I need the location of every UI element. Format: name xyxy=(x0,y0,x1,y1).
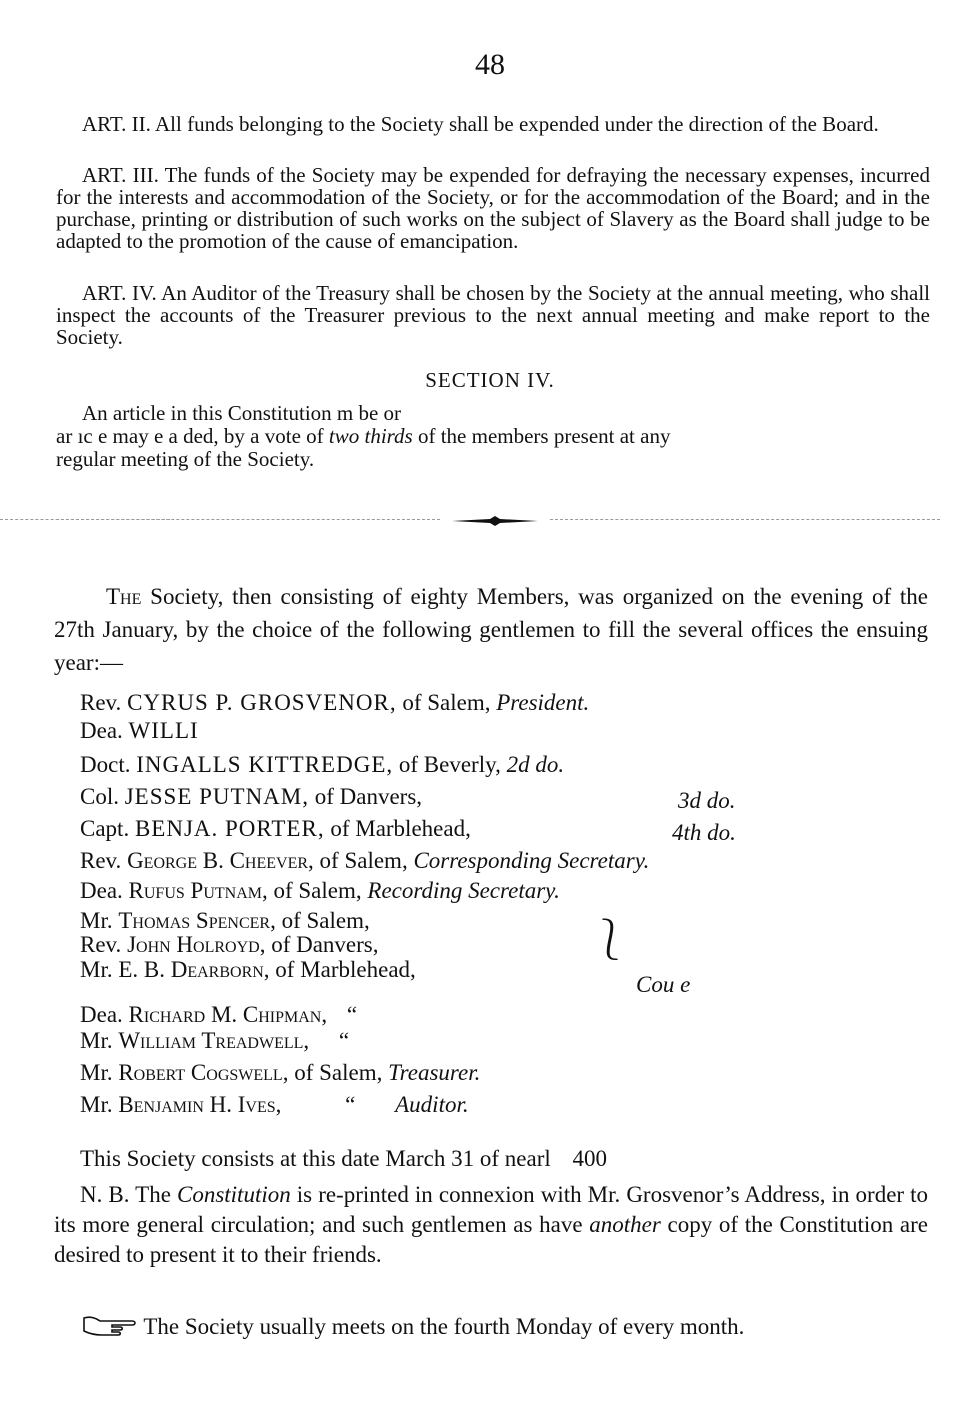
section-line-2: ar ıc e may e a ded, by a vote of two thirds of the members present at any xyxy=(56,424,671,448)
article-text: The funds of the Society may be expended for defraying the necessary expenses, incurred for the interests and accommodation of the Society, or for the accommodation of the Board; and in the purchase, printing or distribution of such works on the subject of Slavery as the Board shall judge to be adapted to the promotion of the cause of emancipation. xyxy=(56,163,930,253)
article-3 xyxy=(56,164,930,252)
officer-vp-4: Capt. BENJA. PORTER, of Marblehead, xyxy=(80,816,471,841)
officer-vp-3-office: 3d do. xyxy=(678,788,736,813)
section-4-text xyxy=(56,402,930,471)
section-line-3: regular meeting of the Society. xyxy=(56,447,315,471)
officer-vp-3: Col. JESSE PUTNAM, of Danvers, xyxy=(80,784,423,809)
council-member-3: Mr. E. B. Dearborn, of Marblehead, xyxy=(80,957,416,982)
membership-line: This Society consists at this date March 31 of nearl 400 xyxy=(80,1146,608,1171)
article-2 xyxy=(56,113,930,135)
article-label: ART. III. xyxy=(82,163,159,187)
council-label: Cou e xyxy=(636,972,691,997)
officer-treasurer: Mr. Robert Cogswell, of Salem, Treasurer. xyxy=(80,1060,481,1085)
organization-text: Society, then consisting of eighty Members, was organized on the evening of the 27th January, by the choice of the following gentlemen to fill the several offices the ensuing year:— xyxy=(54,584,928,675)
officer-auditor: Mr. Benjamin H. Ives, “ Auditor. xyxy=(80,1092,469,1117)
article-4 xyxy=(56,282,930,348)
section-line-1: An article in this Constitution m be or xyxy=(82,401,402,425)
officer-recording-secretary: Dea. Rufus Putnam, of Salem, Recording Secretary. xyxy=(80,878,560,903)
organization-paragraph xyxy=(54,580,928,679)
officer-president: Rev. CYRUS P. GROSVENOR, of Salem, President. xyxy=(80,690,590,715)
page-number: 48 xyxy=(475,48,505,81)
divider-mid-left xyxy=(56,519,440,520)
article-text: An Auditor of the Treasury shall be chosen by the Society at the annual meeting, who shall inspect the accounts of the Treasurer previous to the next annual meeting and make report to the Society. xyxy=(56,281,930,349)
article-text: All funds belonging to the Society shall be expended under the direction of the Board. xyxy=(155,112,879,136)
officer-vp-2: Doct. INGALLS KITTREDGE, of Beverly, 2d do. xyxy=(80,752,565,777)
divider-ornament xyxy=(450,515,540,527)
officer-vp-4-office: 4th do. xyxy=(672,820,736,845)
pointing-hand-icon xyxy=(82,1314,138,1338)
article-label: ART. II. xyxy=(82,112,151,136)
council-brace: ⎱ xyxy=(590,917,630,962)
meeting-note: The Society usually meets on the fourth Monday of every month. xyxy=(54,1312,928,1342)
organization-lead: The xyxy=(106,584,142,609)
article-label: ART. IV. xyxy=(82,281,157,305)
council-member-5: Mr. William Treadwell, “ xyxy=(80,1028,350,1053)
nb-paragraph: N. B. The Constitution is re-printed in connexion with Mr. Grosvenor’s Address, in order to its more general circulation; and such gentlemen as have another copy of the Constitution are desired to present it to their friends. xyxy=(54,1182,929,1267)
council-member-2: Rev. John Holroyd, of Danvers, xyxy=(80,932,379,957)
council-member-1: Mr. Thomas Spencer, of Salem, xyxy=(80,908,370,933)
divider-right xyxy=(550,519,940,520)
officer-corresponding-secretary: Rev. George B. Cheever, of Salem, Corresponding Secretary. xyxy=(80,848,650,873)
council-member-4: Dea. Richard M. Chipman, “ xyxy=(80,1002,358,1027)
officer-vp-1: Dea. WILLI xyxy=(80,718,199,743)
section-heading: SECTION IV. xyxy=(425,368,555,392)
